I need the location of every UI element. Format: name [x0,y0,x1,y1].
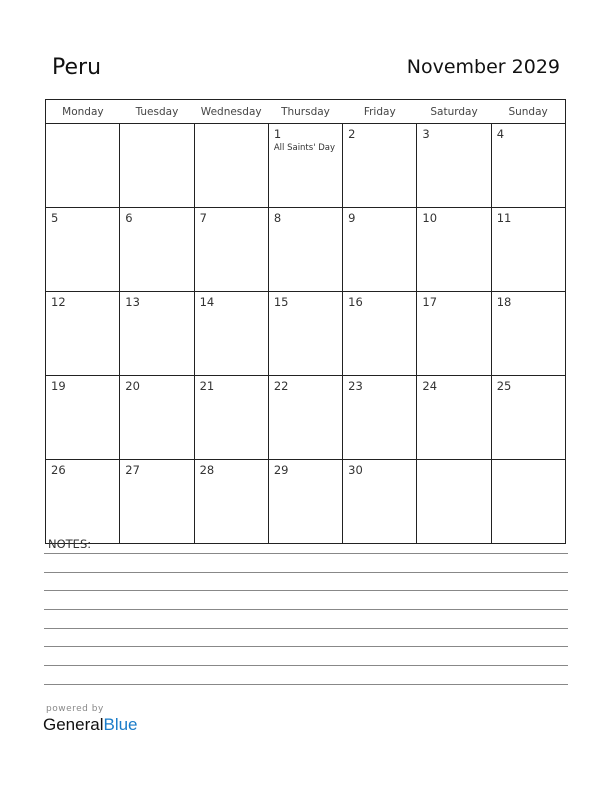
day-number: 1 [273,127,282,141]
day-cell[interactable] [46,292,120,376]
day-cell[interactable] [343,292,417,376]
day-cell[interactable] [46,460,120,544]
day-cell[interactable] [46,124,120,208]
day-cell[interactable] [194,124,268,208]
notes-line [44,628,568,629]
notes-line [44,553,568,554]
day-number: 9 [348,211,356,225]
generalblue-logo[interactable] [43,715,138,735]
day-cell[interactable] [417,460,491,544]
day-cell[interactable] [194,376,268,460]
day-number: 4 [496,127,505,141]
week-row [46,208,566,292]
day-number: 10 [422,211,438,225]
day-cell[interactable] [268,292,342,376]
day-cell[interactable] [491,292,565,376]
country-title: Peru [52,55,102,80]
day-cell[interactable] [268,124,342,208]
day-cell[interactable] [194,208,268,292]
day-cell[interactable] [268,208,342,292]
notes-line [44,684,568,685]
day-cell[interactable] [417,208,491,292]
weekday-wednesday: Wednesday [194,100,268,124]
day-cell[interactable] [491,460,565,544]
day-number: 20 [125,379,140,393]
month-title: November 2029 [406,56,560,78]
day-cell[interactable] [120,124,194,208]
day-number: 2 [348,127,356,141]
calendar-grid [45,99,566,544]
day-cell[interactable] [491,376,565,460]
day-number: 5 [51,211,59,225]
day-cell[interactable] [194,460,268,544]
weekday-tuesday: Tuesday [120,100,194,124]
day-number: 14 [199,295,215,309]
day-number: 21 [199,379,215,393]
day-cell[interactable] [417,292,491,376]
day-cell[interactable] [46,376,120,460]
week-row [46,460,566,544]
day-number: 22 [273,379,289,393]
notes-line [44,646,568,647]
day-cell[interactable] [491,208,565,292]
week-row [46,292,566,376]
day-number: 18 [496,295,512,309]
day-cell[interactable] [343,208,417,292]
weekday-sunday: Sunday [491,100,565,124]
day-cell[interactable] [46,208,120,292]
day-number: 26 [51,463,66,477]
day-number: 7 [199,211,207,225]
day-cell[interactable] [491,124,565,208]
day-number: 17 [422,295,438,309]
holiday-label: All Saints' Day [273,143,336,153]
day-number: 25 [496,379,512,393]
day-number: 12 [51,295,66,309]
day-cell[interactable] [417,124,491,208]
day-cell[interactable] [120,376,194,460]
day-number: 11 [496,211,512,225]
day-number: 6 [125,211,133,225]
day-cell[interactable] [343,124,417,208]
day-cell[interactable] [120,292,194,376]
day-number: 24 [422,379,438,393]
day-cell[interactable] [417,376,491,460]
weekday-monday: Monday [46,100,120,124]
notes-line [44,665,568,666]
week-row [46,124,566,208]
day-cell[interactable] [194,292,268,376]
day-number: 27 [125,463,140,477]
day-cell[interactable] [120,208,194,292]
notes-line [44,590,568,591]
day-number: 8 [273,211,282,225]
day-cell[interactable] [268,460,342,544]
day-cell[interactable] [268,376,342,460]
brand-blue: Blue [103,715,138,734]
weekday-thursday: Thursday [268,100,342,124]
notes-line [44,572,568,573]
day-number: 30 [348,463,363,477]
day-number: 28 [199,463,215,477]
weekday-friday: Friday [343,100,417,124]
week-row [46,376,566,460]
brand-general: General [43,715,104,734]
day-number: 16 [348,295,363,309]
day-number: 13 [125,295,140,309]
day-number: 19 [51,379,66,393]
day-number: 23 [348,379,363,393]
day-number: 29 [273,463,289,477]
day-number: 3 [422,127,430,141]
powered-by-text: powered by [46,704,104,714]
day-cell[interactable] [343,460,417,544]
day-cell[interactable] [120,460,194,544]
weekday-saturday: Saturday [417,100,491,124]
day-number: 15 [273,295,289,309]
notes-label: NOTES: [48,537,92,551]
weekday-header-row [46,100,566,124]
notes-line [44,609,568,610]
day-cell[interactable] [343,376,417,460]
